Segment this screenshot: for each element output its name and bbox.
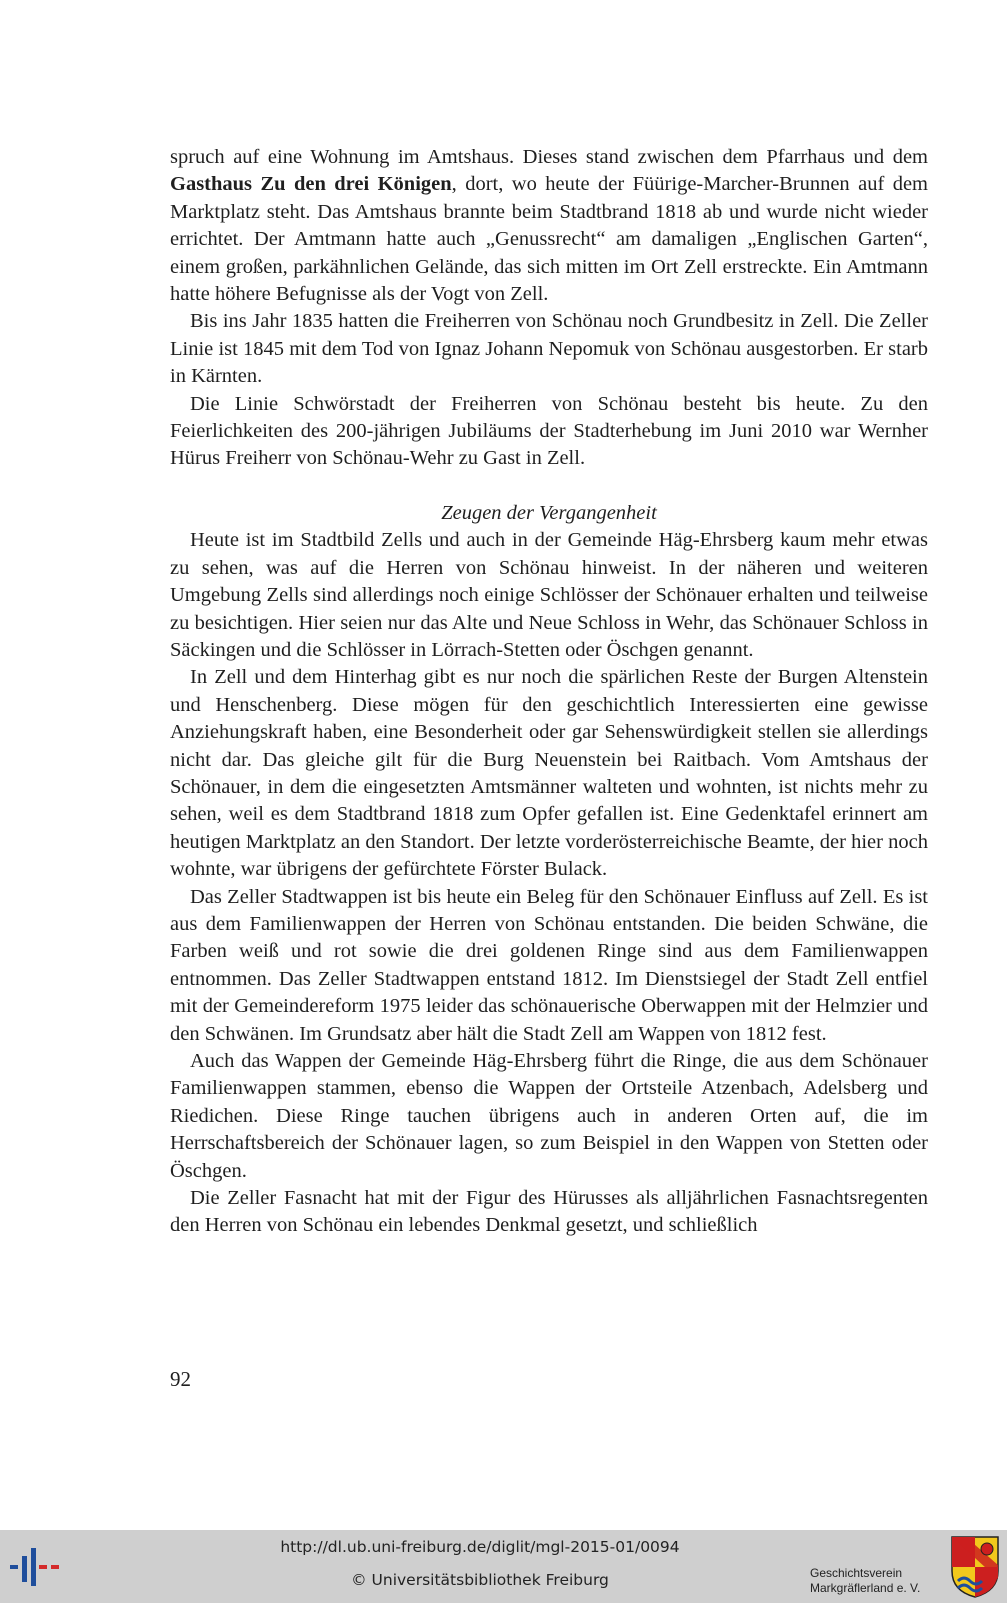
paragraph-4: Heute ist im Stadtbild Zells und auch in der Gemeinde Häg-Ehrsberg kaum mehr etwas zu sehen, was auf die Herren von Schönau hinweist. In der näheren und weiteren Umgebung Zells sind allerdings noch einige Schlösser der Schönauer erhalten und teilweise zu besichtigen. Hier seien nur das Alte und Neue Schloss in Wehr, das Schönauer Schloss in Säckingen und die Schlösser in Lörrach-Stetten oder Öschgen genannt. xyxy=(170,529,928,661)
page-number: 92 xyxy=(170,1367,191,1391)
footer-bar xyxy=(0,1530,1007,1603)
paragraph-8: Die Zeller Fasnacht hat mit der Figur des Hürusses als alljährlichen Fasnachtsregenten den Herren von Schönau ein lebendes Denkmal gesetzt, und schließlich xyxy=(170,1187,928,1237)
coat-of-arms-icon[interactable] xyxy=(950,1535,1000,1599)
footer-url-link[interactable]: http://dl.ub.uni-freiburg.de/diglit/mgl-2015-01/0094 xyxy=(280,1538,680,1556)
body-text xyxy=(170,144,928,1240)
paragraph-7: Auch das Wappen der Gemeinde Häg-Ehrsberg führt die Ringe, die aus dem Schönauer Familienwappen stammen, ebenso die Wappen der Ortsteile Atzenbach, Adelsberg und Riedichen. Diese Ringe tauchen übrigens auch in anderen Orten auf, die im Herrschaftsbereich der Schönauer lagen, so zum Beispiel in den Wappen von Stetten oder Öschgen. xyxy=(170,1050,928,1182)
paragraph-2: Bis ins Jahr 1835 hatten die Freiherren von Schönau noch Grundbesitz in Zell. Die Zeller Linie ist 1845 mit dem Tod von Ignaz Johann Nepomuk von Schönau ausgestorben. Er starb in Kärnten. xyxy=(170,310,928,388)
society-name-line2: Markgräflerland e. V. xyxy=(810,1581,921,1595)
paragraph-5: In Zell und dem Hinterhag gibt es nur noch die spärlichen Reste der Burgen Altenstein und Henschenberg. Diese mögen für den geschichtlich Interessierten eine gewisse Anziehungskraft haben, eine Besonderheit oder gar Sehenswürdigkeit stellen sie allerdings nicht dar. Das gleiche gilt für die Burg Neuenstein bei Raitbach. Vom Amtshaus der Schönauer, in dem die eingesetzten Amtsmänner walteten und wohnten, ist nichts mehr zu sehen, weil es dem Stadtbrand 1818 zum Opfer gefallen ist. Eine Gedenktafel erinnert am heutigen Marktplatz an den Standort. Der letzte vorderösterreichische Beamte, der hier noch wohnte, war übrigens der gefürchtete Förster Bulack. xyxy=(170,666,928,881)
ub-freiburg-logo-icon[interactable] xyxy=(8,1544,64,1590)
paragraph-1 xyxy=(170,144,928,308)
paragraph-6: Das Zeller Stadtwappen ist bis heute ein Beleg für den Schönauer Einfluss auf Zell. Es ist aus dem Familienwappen der Herren von Schönau entstanden. Die beiden Schwäne, die Farben weiß und rot sowie die drei goldenen Ringe sind aus dem Familienwappen entnommen. Das Zeller Stadtwappen entstand 1812. Im Dienstsiegel der Stadt Zell entfiel mit der Gemeindereform 1975 leider das schönauerische Oberwappen mit der Helmzier und den Schwänen. Im Grundsatz aber hält die Stadt Zell am Wappen von 1812 fest. xyxy=(170,885,928,1045)
paragraph-1-text-a: spruch auf eine Wohnung im Amtshaus. Dieses stand zwischen dem Pfarrhaus und dem xyxy=(170,146,928,168)
paragraph-3: Die Linie Schwörstadt der Freiherren von Schönau besteht bis heute. Zu den Feierlichkeiten des 200-jährigen Jubiläums der Stadterhebung im Juni 2010 war Wernher Hürus Freiherr von Schönau-Wehr zu Gast in Zell. xyxy=(170,392,928,470)
footer-copyright: © Universitätsbibliothek Freiburg xyxy=(351,1571,609,1589)
section-heading: Zeugen der Vergangenheit xyxy=(441,501,657,524)
society-name-line1: Geschichtsverein xyxy=(810,1566,903,1580)
paragraph-1-bold-name: Gasthaus Zu den drei Königen xyxy=(170,173,452,196)
society-name xyxy=(810,1566,920,1596)
paragraph-1-text-b: , dort, wo heute der Füürige-Marcher-Brunnen auf dem Marktplatz steht. Das Amtshaus brannte beim Stadtbrand 1818 ab und wurde nicht wieder errichtet. Der Amtmann hatte auch „Genussrecht“ am damaligen „Englischen Garten“, einem großen, parkähnlichen Gelände, das sich mitten im Ort Zell erstreckte. Ein Amtmann hatte höhere Befugnisse als der Vogt von Zell. xyxy=(170,173,928,306)
